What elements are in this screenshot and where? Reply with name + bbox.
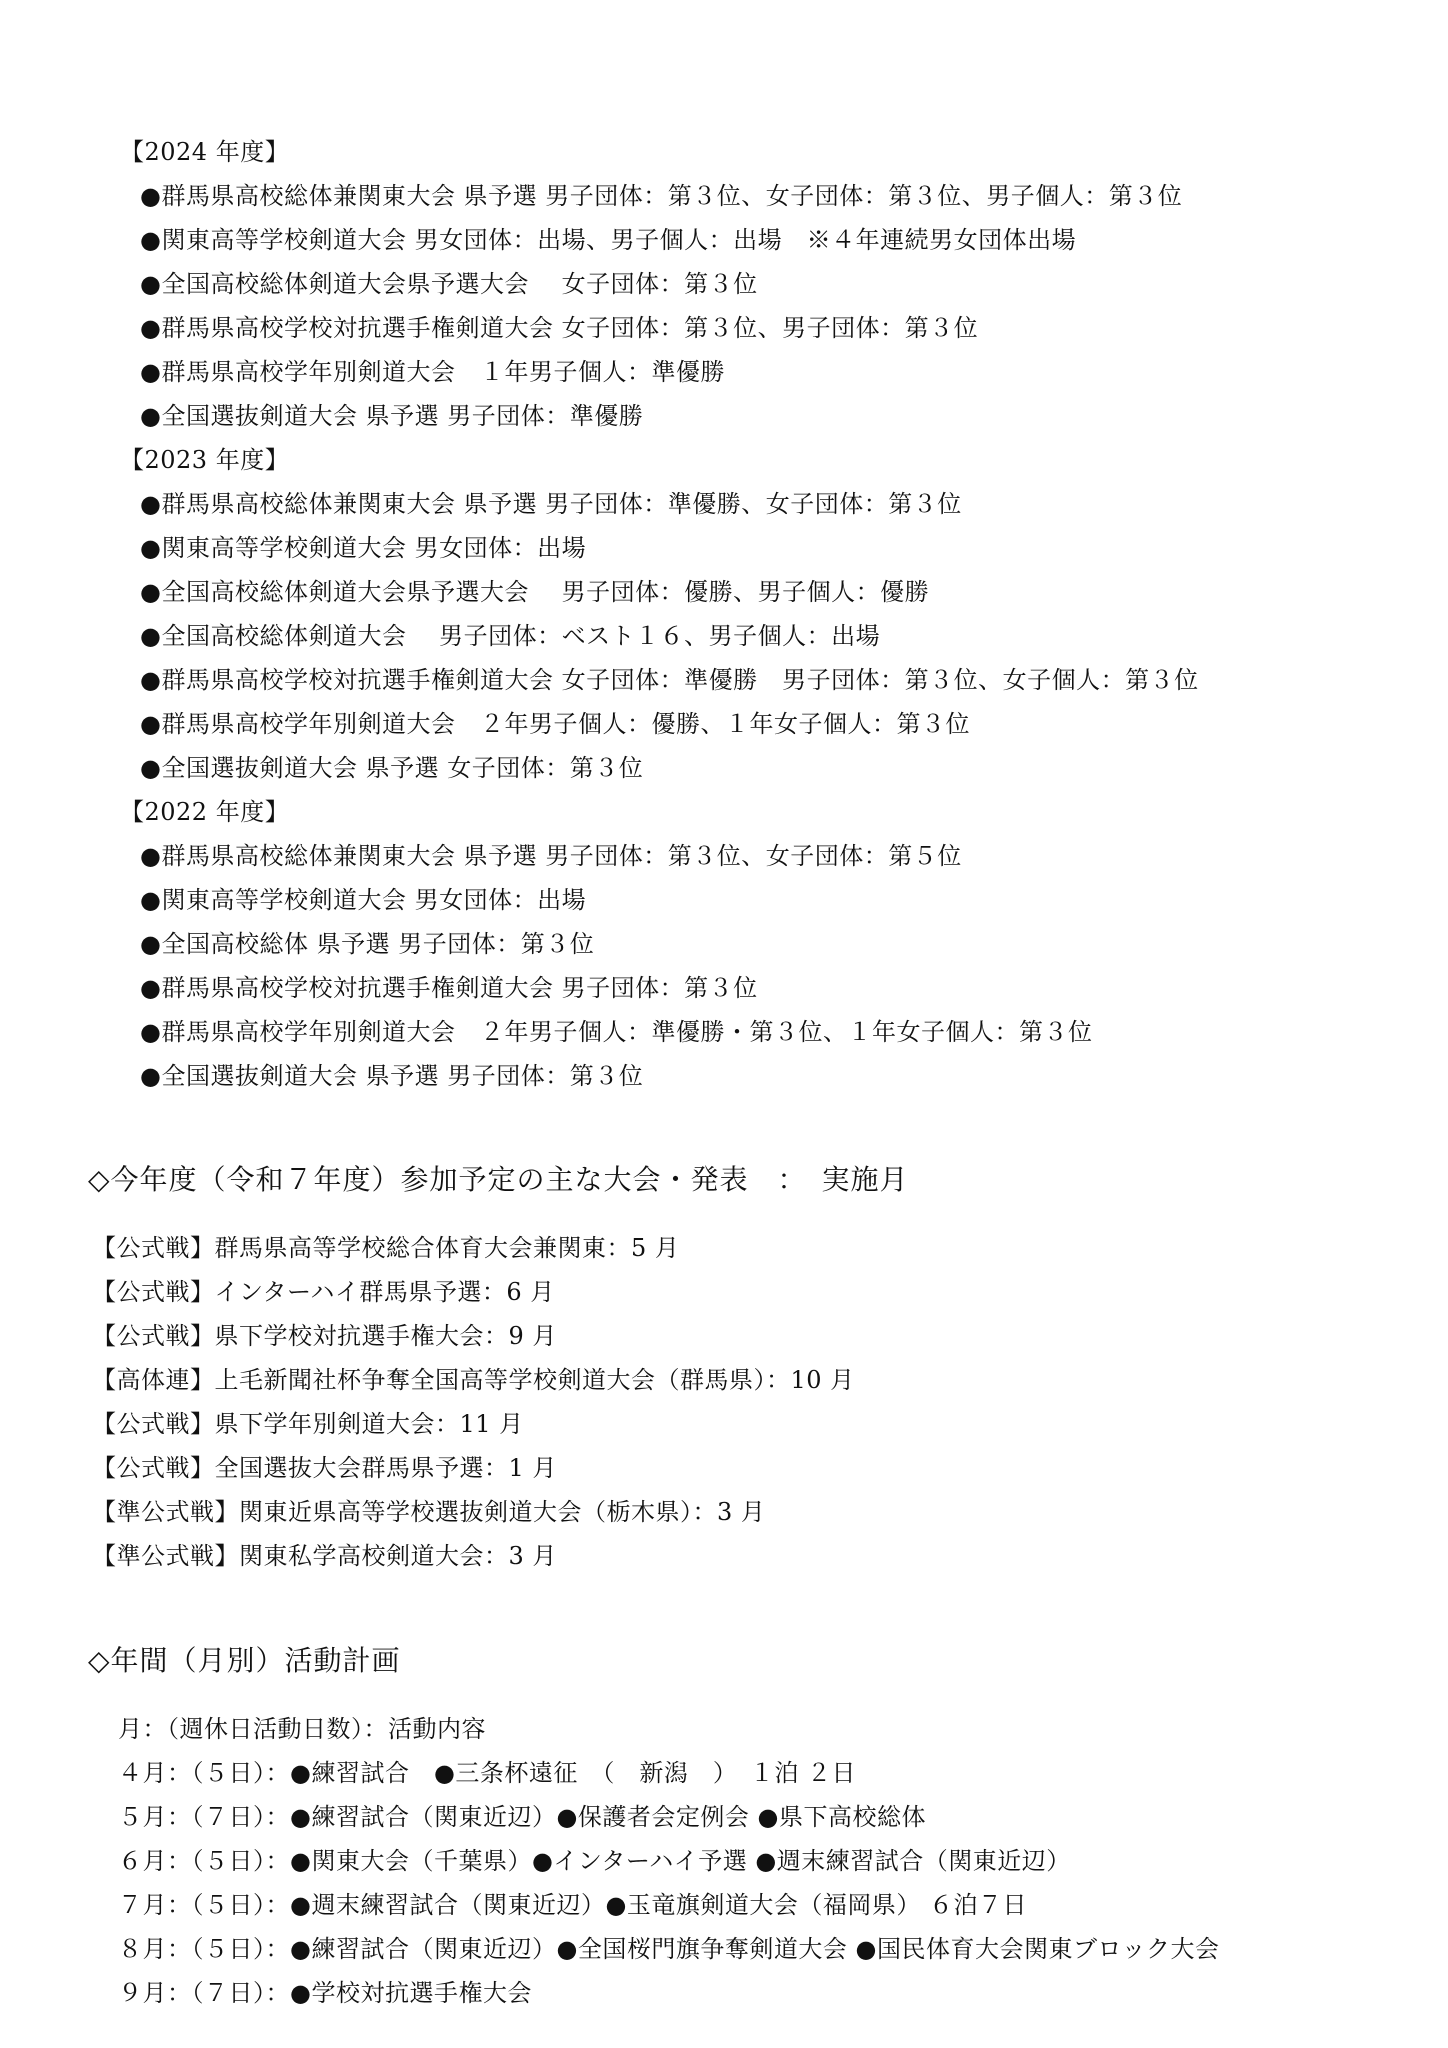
plan-row: ９月：（７日）：●学校対抗選手権大会	[118, 1979, 532, 2007]
plan-heading: ◇年間（月別）活動計画	[88, 1644, 401, 1677]
result-item: ●全国高校総体剣道大会県予選大会 女子団体：第３位	[140, 270, 758, 298]
schedule-item: 【公式戦】インターハイ群馬県予選：6 月	[92, 1278, 555, 1306]
result-item: ●群馬県高校学年別剣道大会 １年男子個人：準優勝	[140, 358, 725, 386]
result-item: ●群馬県高校総体兼関東大会 県予選 男子団体：準優勝、女子団体：第３位	[140, 490, 962, 518]
schedule-item: 【公式戦】県下学年別剣道大会：11 月	[92, 1410, 524, 1438]
result-item: ●関東高等学校剣道大会 男女団体：出場、男子個人：出場 ※４年連続男女団体出場	[140, 226, 1077, 254]
schedule-item: 【高体連】上毛新聞社杯争奪全国高等学校剣道大会（群馬県）：10 月	[92, 1366, 855, 1394]
result-item: ●全国高校総体 県予選 男子団体：第３位	[140, 930, 595, 958]
schedule-item: 【公式戦】群馬県高等学校総合体育大会兼関東：5 月	[92, 1234, 680, 1262]
result-item: ●関東高等学校剣道大会 男女団体：出場	[140, 534, 587, 562]
plan-row: ５月：（７日）：●練習試合（関東近辺）●保護者会定例会 ●県下高校総体	[118, 1803, 926, 1831]
plan-row: ４月：（５日）：●練習試合 ●三条杯遠征 （ 新潟 ） １泊 ２日	[118, 1759, 857, 1787]
result-item: ●群馬県高校学校対抗選手権剣道大会 女子団体：準優勝 男子団体：第３位、女子個人：第３位	[140, 666, 1199, 694]
schedule-item: 【準公式戦】関東私学高校剣道大会：3 月	[92, 1542, 557, 1570]
plan-row: ７月：（５日）：●週末練習試合（関東近辺）●玉竜旗剣道大会（福岡県） ６泊７日	[118, 1891, 1028, 1919]
year-heading-2023: 【2023 年度】	[120, 446, 290, 474]
result-item: ●全国高校総体剣道大会 男子団体：ベスト１６、男子個人：出場	[140, 622, 881, 650]
schedule-item: 【準公式戦】関東近県高等学校選抜剣道大会（栃木県）：3 月	[92, 1498, 766, 1526]
schedule-heading: ◇今年度（令和７年度）参加予定の主な大会・発表 ： 実施月	[88, 1163, 909, 1196]
schedule-item: 【公式戦】全国選抜大会群馬県予選：1 月	[92, 1454, 557, 1482]
result-item: ●群馬県高校総体兼関東大会 県予選 男子団体：第３位、女子団体：第３位、男子個人：第３位	[140, 182, 1183, 210]
result-item: ●全国選抜剣道大会 県予選 男子団体：準優勝	[140, 402, 644, 430]
result-item: ●全国高校総体剣道大会県予選大会 男子団体：優勝、男子個人：優勝	[140, 578, 930, 606]
year-heading-2024: 【2024 年度】	[120, 138, 290, 166]
plan-row: ８月：（５日）：●練習試合（関東近辺）●全国桜門旗争奪剣道大会 ●国民体育大会関東ブロック大会	[118, 1935, 1220, 1963]
result-item: ●群馬県高校学年別剣道大会 ２年男子個人：優勝、１年女子個人：第３位	[140, 710, 970, 738]
result-item: ●群馬県高校学校対抗選手権剣道大会 男子団体：第３位	[140, 974, 758, 1002]
result-item: ●群馬県高校学校対抗選手権剣道大会 女子団体：第３位、男子団体：第３位	[140, 314, 979, 342]
result-item: ●全国選抜剣道大会 県予選 女子団体：第３位	[140, 754, 644, 782]
result-item: ●全国選抜剣道大会 県予選 男子団体：第３位	[140, 1062, 644, 1090]
schedule-item: 【公式戦】県下学校対抗選手権大会：9 月	[92, 1322, 557, 1350]
year-heading-2022: 【2022 年度】	[120, 798, 290, 826]
plan-row: ６月：（５日）：●関東大会（千葉県）●インターハイ予選 ●週末練習試合（関東近辺）	[118, 1847, 1071, 1875]
result-item: ●群馬県高校学年別剣道大会 ２年男子個人：準優勝・第３位、１年女子個人：第３位	[140, 1018, 1093, 1046]
result-item: ●群馬県高校総体兼関東大会 県予選 男子団体：第３位、女子団体：第５位	[140, 842, 962, 870]
plan-header: 月：（週休日活動日数）：活動内容	[118, 1715, 486, 1743]
result-item: ●関東高等学校剣道大会 男女団体：出場	[140, 886, 587, 914]
